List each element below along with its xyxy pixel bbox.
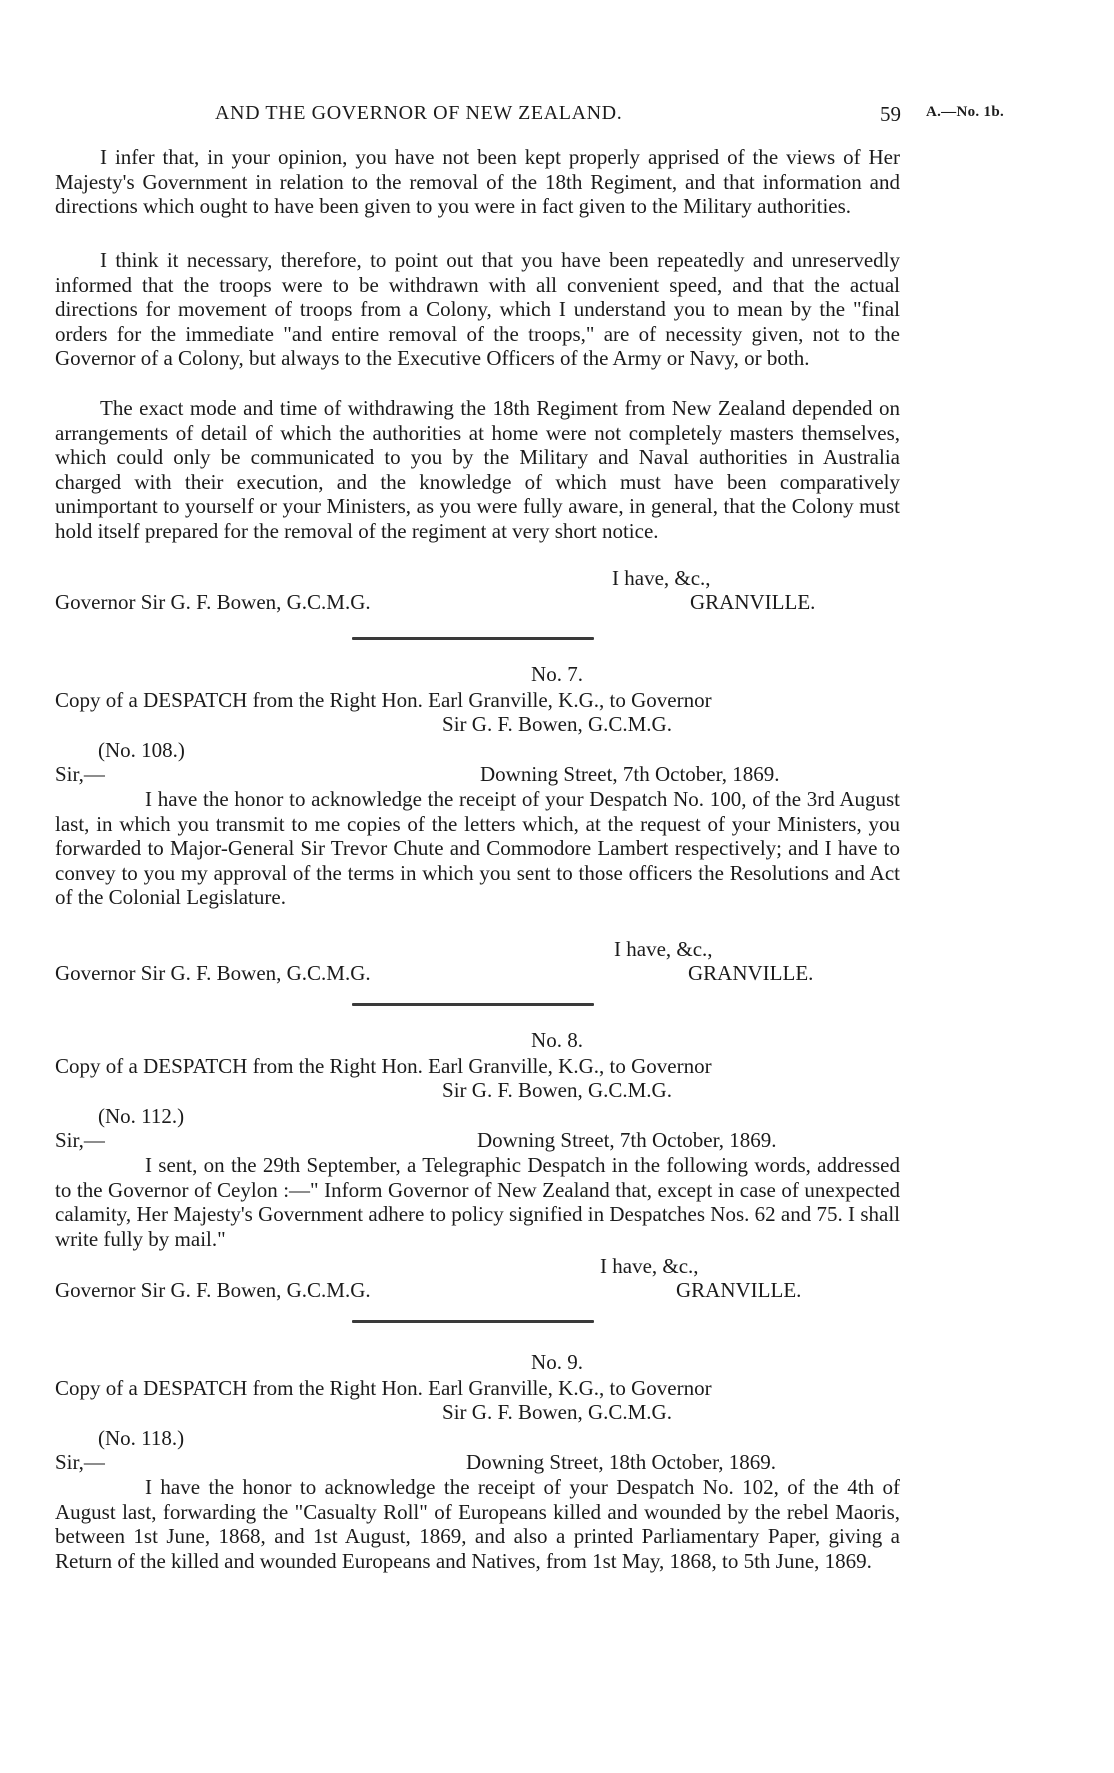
despatch-title-line2: Sir G. F. Bowen, G.C.M.G.: [442, 1078, 672, 1102]
despatch-title: Copy of a DESPATCH from the Right Hon. Earl Granville, K.G., to Governor: [55, 688, 712, 712]
despatch-body: I sent, on the 29th September, a Telegraphic Despatch in the following words, addressed to the Governor of Ceylon :—" Inform Governor of New Zealand that, except in case of unexpected calamity, Her Majesty's Government adhere to policy signified in Despatches Nos. 62 and 75. I shall write fully by mail.": [55, 1153, 900, 1251]
salutation: Sir,—: [55, 762, 105, 786]
running-title: AND THE GOVERNOR OF NEW ZEALAND.: [215, 102, 623, 124]
salutation: Sir,—: [55, 1450, 105, 1474]
closing: I have, &c.,: [614, 937, 713, 961]
despatch-ref: (No. 108.): [98, 738, 185, 762]
closing: I have, &c.,: [612, 566, 711, 590]
signature: GRANVILLE.: [688, 961, 814, 985]
signature: GRANVILLE.: [690, 590, 816, 614]
place-date: Downing Street, 7th October, 1869.: [480, 762, 780, 786]
place-date: Downing Street, 18th October, 1869.: [466, 1450, 777, 1474]
despatch-number: No. 8.: [531, 1028, 583, 1052]
page-header: [0, 102, 1114, 132]
signature: GRANVILLE.: [676, 1278, 802, 1302]
despatch-title: Copy of a DESPATCH from the Right Hon. Earl Granville, K.G., to Governor: [55, 1054, 712, 1078]
page-number: 59: [880, 102, 901, 126]
despatch-title-line2: Sir G. F. Bowen, G.C.M.G.: [442, 712, 672, 736]
despatch-body: I have the honor to acknowledge the receipt of your Despatch No. 102, of the 4th of August last, forwarding the "Casualty Roll" of Europeans killed and wounded by the rebel Maoris, between 1st June, 1868, and 1st August, 1869, and also a printed Parliamentary Paper, giving a Return of the killed and wounded Europeans and Natives, from 1st May, 1868, to 5th June, 1869.: [55, 1475, 900, 1573]
addressee: Governor Sir G. F. Bowen, G.C.M.G.: [55, 590, 371, 614]
despatch-body: I have the honor to acknowledge the receipt of your Despatch No. 100, of the 3rd August last, in which you transmit to me copies of the letters which, at the request of your Ministers, you forwarded to Major-General Sir Trevor Chute and Commodore Lambert respectively; and I have to convey to you my approval of the terms in which you sent to those officers the Resolutions and Act of the Colonial Legislature.: [55, 787, 900, 909]
paragraph: I infer that, in your opinion, you have not been kept properly apprised of the views of Her Majesty's Government in relation to the removal of the 18th Regiment, and that information and directions which ought to have been given to you were in fact given to the Military authorities.: [55, 145, 900, 218]
despatch-ref: (No. 112.): [98, 1104, 185, 1128]
paragraph: I think it necessary, therefore, to point out that you have been repeatedly and unreservedly informed that the troops were to be withdrawn with all convenient speed, and that the actual directions for movement of troops from a Colony, which I understand you to mean by the "final orders for the immediate "and entire removal of the troops," are of necessity given, not to the Governor of a Colony, but always to the Executive Officers of the Army or Navy, or both.: [55, 248, 900, 370]
place-date: Downing Street, 7th October, 1869.: [477, 1128, 777, 1152]
addressee: Governor Sir G. F. Bowen, G.C.M.G.: [55, 1278, 371, 1302]
despatch-title: Copy of a DESPATCH from the Right Hon. Earl Granville, K.G., to Governor: [55, 1376, 712, 1400]
closing: I have, &c.,: [600, 1254, 699, 1278]
despatch-title-line2: Sir G. F. Bowen, G.C.M.G.: [442, 1400, 672, 1424]
section-divider: [352, 1003, 594, 1006]
despatch-number: No. 9.: [531, 1350, 583, 1374]
addressee: Governor Sir G. F. Bowen, G.C.M.G.: [55, 961, 371, 985]
section-divider: [352, 1320, 594, 1323]
despatch-number: No. 7.: [531, 662, 583, 686]
paper-reference: A.—No. 1b.: [926, 104, 1005, 120]
salutation: Sir,—: [55, 1128, 105, 1152]
despatch-ref: (No. 118.): [98, 1426, 185, 1450]
section-divider: [352, 637, 594, 640]
paragraph: The exact mode and time of withdrawing the 18th Regiment from New Zealand depended on arrangements of detail of which the authorities at home were not completely masters themselves, which could only be communicated to you by the Military and Naval authorities in Australia charged with their execution, and the knowledge of which must have been comparatively unimportant to yourself or your Ministers, as you were fully aware, in general, that the Colony must hold itself prepared for the removal of the regiment at very short notice.: [55, 396, 900, 543]
